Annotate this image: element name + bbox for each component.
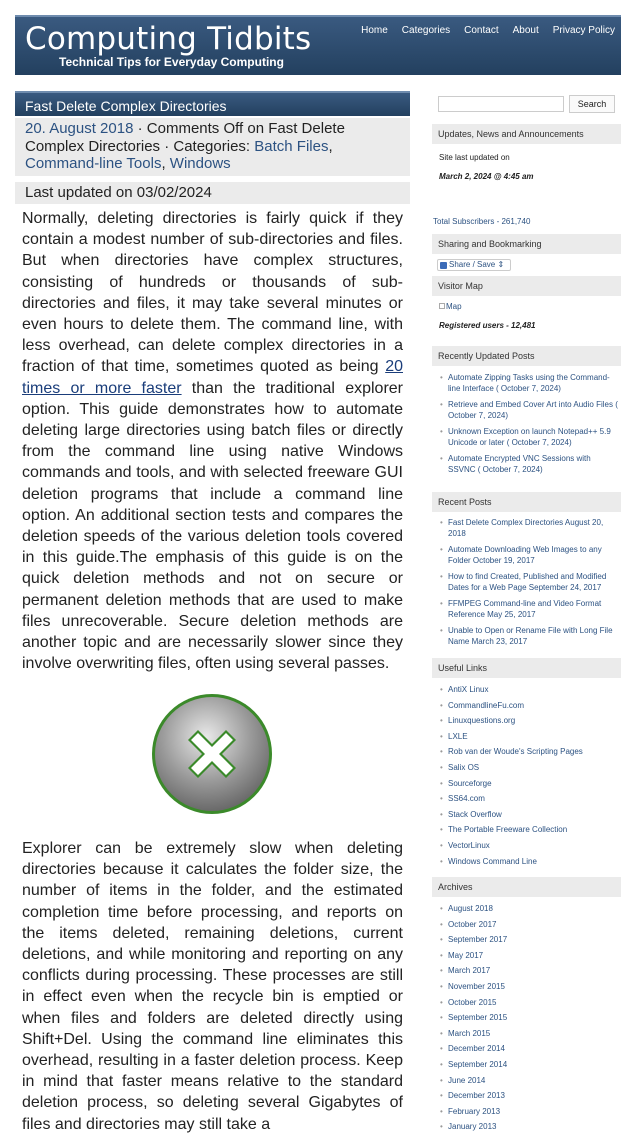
paragraph-text: Normally, deleting directories is fairly quick if they contain a modest number of sub-directories and files. But when directories have complex structures, consisting of hundreds or thousands of sub-directories and files, it may take several minutes or even hours to delete them. The command line, with less overhead, can delete complex directories in a fraction of that time, sometimes quoted as being xyxy=(22,210,403,376)
list-item[interactable]: • Windows Command Line xyxy=(440,856,618,867)
site-header xyxy=(15,15,621,75)
list-item[interactable]: • February 2013 xyxy=(440,1106,618,1117)
post-meta xyxy=(15,118,410,176)
nav-contact[interactable]: Contact xyxy=(464,25,499,36)
site-title[interactable]: Computing Tidbits xyxy=(25,21,312,57)
list-item[interactable]: • March 2015 xyxy=(440,1028,618,1039)
list-item[interactable]: • August 2018 xyxy=(440,903,618,914)
post-date-link[interactable]: 20. August 2018 xyxy=(25,120,134,137)
nav-privacy-policy[interactable]: Privacy Policy xyxy=(552,25,615,36)
recent-posts-list xyxy=(440,517,618,647)
search-input[interactable] xyxy=(438,96,564,112)
post-title[interactable]: Fast Delete Complex Directories xyxy=(15,91,410,116)
post-paragraph-1 xyxy=(22,208,403,674)
post-paragraph-2: Explorer can be extremely slow when deleting directories because it calculates the folder size, the number of items in the folder, and the estimated completion time before processing, and reports on the items deleted, remaining deletions, current deletions, and while monitoring and reporting on any conflicts during processing. These processes are still in effect even when the recycle bin is emptied or when files and folders are deleted directly using Shift+Del. Using the command line eliminates this overhead, resulting in a faster deletion process. Keep in mind that faster means relative to the standard deletion process, so deleting several Gigabytes of files and directories may still take a xyxy=(22,840,403,1133)
delete-x-icon xyxy=(150,692,274,816)
speed-quote-link[interactable]: 20 times or more faster xyxy=(22,358,403,397)
list-item[interactable]: • December 2014 xyxy=(440,1043,618,1054)
list-item[interactable]: • January 2013 xyxy=(440,1121,618,1132)
registered-users: Registered users - 12,481 xyxy=(439,321,536,330)
site-updated-value: March 2, 2024 @ 4:45 am xyxy=(439,172,534,181)
meta-separator: · xyxy=(133,120,147,137)
list-item[interactable]: • June 2014 xyxy=(440,1075,618,1086)
comments-status: Comments Off on Fast Delete Complex Directories xyxy=(25,120,345,155)
comma: , xyxy=(161,155,170,172)
category-link-batch-files[interactable]: Batch Files xyxy=(254,137,329,155)
share-save-button[interactable] xyxy=(437,259,511,271)
map-alt-text: Map xyxy=(446,302,462,311)
list-item[interactable]: • AntiX Linux xyxy=(440,684,618,695)
share-icon xyxy=(440,262,447,269)
list-item[interactable]: • December 2013 xyxy=(440,1090,618,1101)
list-item[interactable]: • Stack Overflow xyxy=(440,809,618,820)
list-item[interactable]: • Unknown Exception on launch Notepad++ 5.9 Unicode or later ( October 7, 2024) xyxy=(440,426,618,448)
total-subscribers[interactable]: Total Subscribers - 261,740 xyxy=(433,217,531,226)
list-item[interactable]: • September 2017 xyxy=(440,934,618,945)
list-item[interactable]: • Salix OS xyxy=(440,762,618,773)
list-item[interactable]: • VectorLinux xyxy=(440,840,618,851)
list-item[interactable]: • Automate Encrypted VNC Sessions with SSVNC ( October 7, 2024) xyxy=(440,453,618,475)
useful-links-heading: Useful Links xyxy=(432,658,621,678)
visitor-map-heading: Visitor Map xyxy=(432,276,621,296)
list-item[interactable]: • September 2015 xyxy=(440,1012,618,1023)
nav-home[interactable]: Home xyxy=(361,25,388,36)
search-button[interactable]: Search xyxy=(569,95,615,113)
list-item[interactable]: • Rob van der Woude's Scripting Pages xyxy=(440,746,618,757)
list-item[interactable]: • CommandlineFu.com xyxy=(440,700,618,711)
recent-posts-heading: Recent Posts xyxy=(432,492,621,512)
list-item[interactable]: • October 2015 xyxy=(440,997,618,1008)
list-item[interactable]: • November 2015 xyxy=(440,981,618,992)
list-item[interactable]: • May 2017 xyxy=(440,950,618,961)
nav-about[interactable]: About xyxy=(512,25,539,36)
recently-updated-list xyxy=(440,372,618,475)
list-item[interactable]: • Unable to Open or Rename File with Long File Name March 23, 2017 xyxy=(440,625,618,647)
list-item[interactable]: • How to find Created, Published and Modified Dates for a Web Page September 24, 2017 xyxy=(440,571,618,593)
archives-heading: Archives xyxy=(432,877,621,897)
site-updated-label: Site last updated on xyxy=(439,153,510,162)
list-item[interactable]: • FFMPEG Command-line and Video Format Reference May 25, 2017 xyxy=(440,598,618,620)
site-subtitle: Technical Tips for Everyday Computing xyxy=(59,55,284,69)
list-item[interactable]: • The Portable Freeware Collection xyxy=(440,824,618,835)
sharing-heading: Sharing and Bookmarking xyxy=(432,234,621,254)
categories-label: · Categories: xyxy=(160,137,255,155)
list-item[interactable]: • Automate Zipping Tasks using the Command-line Interface ( October 7, 2024) xyxy=(440,372,618,394)
list-item[interactable]: • Linuxquestions.org xyxy=(440,715,618,726)
main-nav xyxy=(361,25,615,36)
archives-list xyxy=(440,903,618,1132)
recently-updated-heading: Recently Updated Posts xyxy=(432,346,621,366)
map-image-placeholder[interactable] xyxy=(439,302,462,311)
paragraph-text: than the traditional explorer option. This guide demonstrates how to automate deleting large directories using batch files or directly from the command line using native Windows commands and tools, and with selected freeware GUI deletion programs that include a command line option. An additional section tests and compares the deletion speeds of the various deletion tools covered in this guide.The emphasis of this guide is on the quick deletion methods and not on secure or permanent deletion methods that are used to make files unrecoverable. Secure deletion methods are another topic and are necessarily slower since they involve overwriting files, often using several passes. xyxy=(22,379,404,673)
nav-categories[interactable]: Categories xyxy=(401,25,451,36)
useful-links-list xyxy=(440,684,618,867)
category-link-command-line-tools[interactable]: Command-line Tools xyxy=(25,155,162,172)
list-item[interactable]: • Automate Downloading Web Images to any Folder October 19, 2017 xyxy=(440,544,618,566)
list-item[interactable]: • Retrieve and Embed Cover Art into Audio Files ( October 7, 2024) xyxy=(440,399,618,421)
list-item[interactable]: • March 2017 xyxy=(440,965,618,976)
last-updated: Last updated on 03/02/2024 xyxy=(15,182,410,204)
category-link-windows[interactable]: Windows xyxy=(169,155,231,172)
list-item[interactable]: • LXLE xyxy=(440,731,618,742)
comma: , xyxy=(328,137,333,155)
list-item[interactable]: • September 2014 xyxy=(440,1059,618,1070)
list-item[interactable]: • October 2017 xyxy=(440,919,618,930)
share-save-label: Share / Save ⇕ xyxy=(449,260,505,269)
list-item[interactable]: • Fast Delete Complex Directories August 20, 2018 xyxy=(440,517,618,539)
list-item[interactable]: • SS64.com xyxy=(440,793,618,804)
list-item[interactable]: • Sourceforge xyxy=(440,778,618,789)
broken-image-icon xyxy=(439,303,445,309)
updates-heading: Updates, News and Announcements xyxy=(432,124,621,144)
